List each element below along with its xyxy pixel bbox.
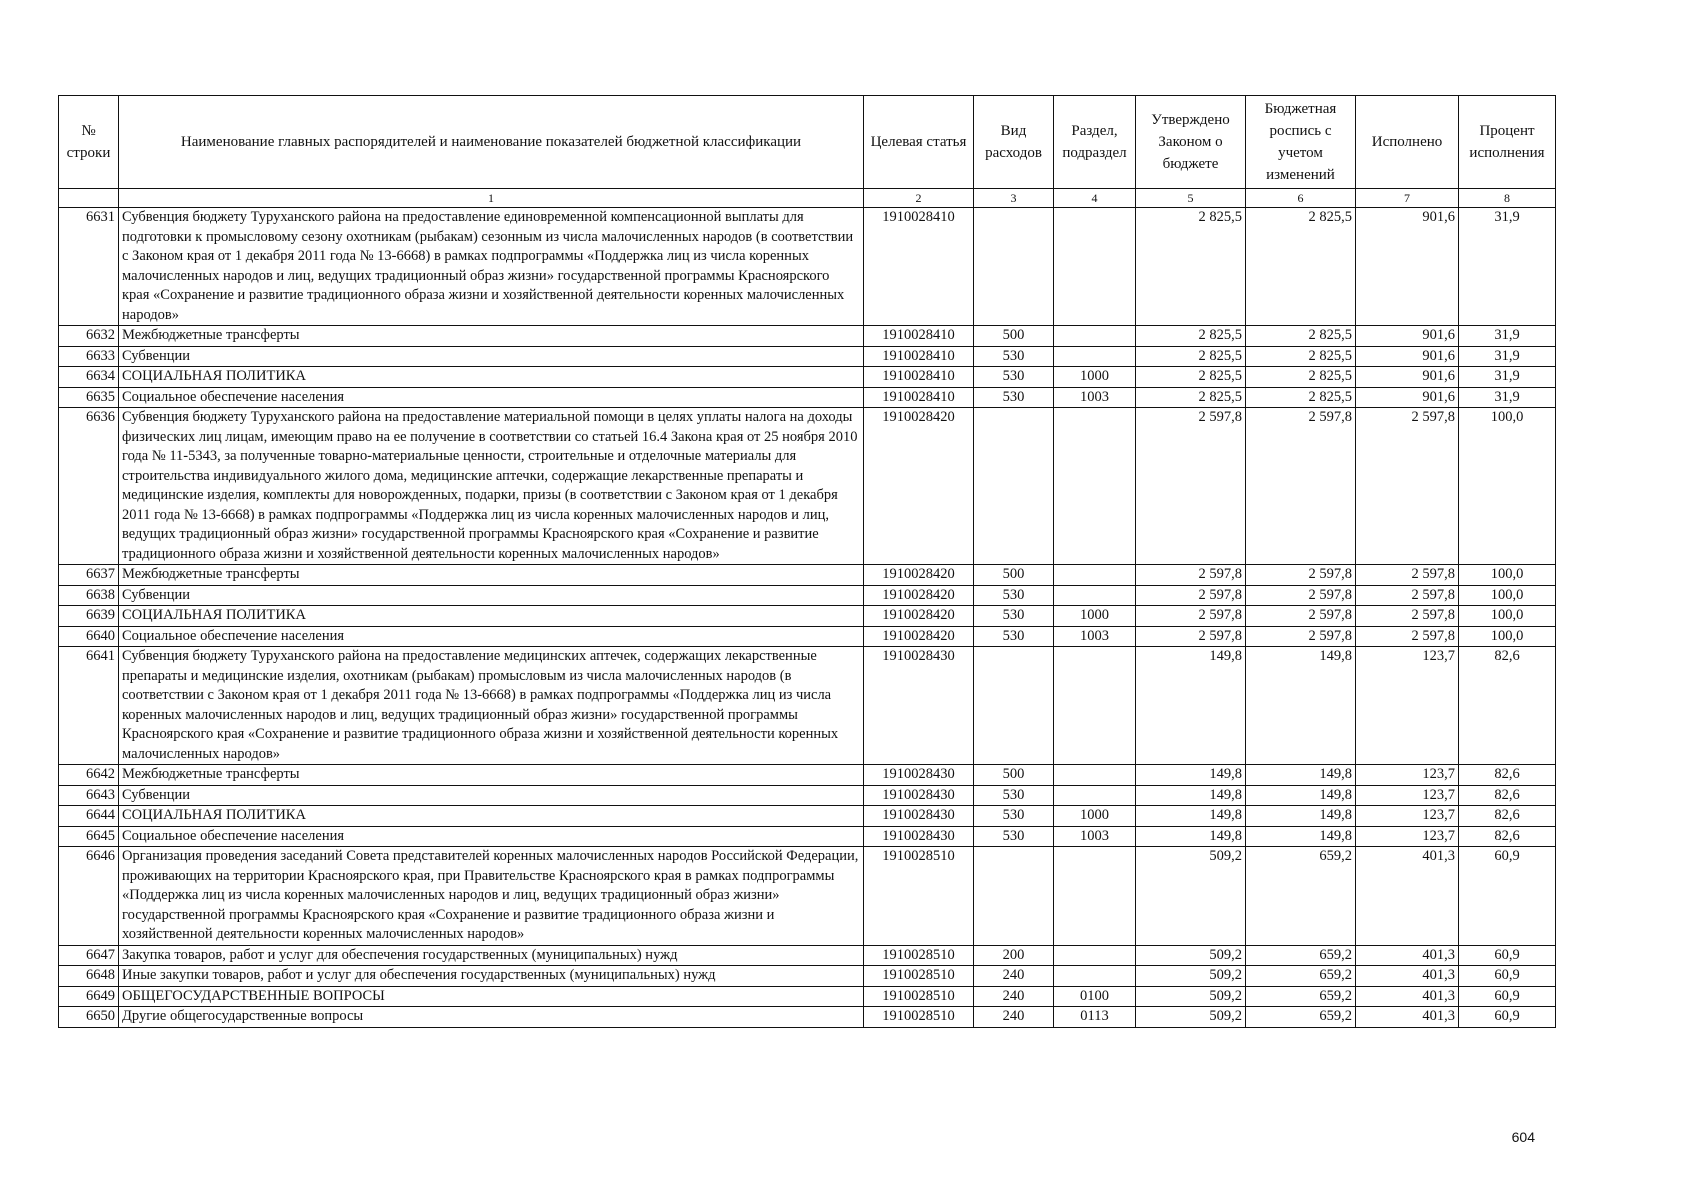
- row-section: 0113: [1054, 1007, 1136, 1028]
- row-budget: 2 825,5: [1246, 387, 1356, 408]
- row-executed: 401,3: [1356, 945, 1459, 966]
- row-approved: 509,2: [1136, 847, 1246, 946]
- row-name: Межбюджетные трансферты: [119, 326, 864, 347]
- row-approved: 2 825,5: [1136, 387, 1246, 408]
- row-target: 1910028410: [864, 387, 974, 408]
- row-name: Межбюджетные трансферты: [119, 765, 864, 786]
- row-name: Закупка товаров, работ и услуг для обеспечения государственных (муниципальных) нужд: [119, 945, 864, 966]
- row-approved: 149,8: [1136, 806, 1246, 827]
- row-name: Межбюджетные трансферты: [119, 565, 864, 586]
- row-approved: 2 825,5: [1136, 346, 1246, 367]
- row-target: 1910028430: [864, 785, 974, 806]
- row-percent: 82,6: [1459, 806, 1556, 827]
- header-approved: Утверждено Законом о бюджете: [1136, 96, 1246, 189]
- row-type: [974, 647, 1054, 765]
- row-number: 6643: [59, 785, 119, 806]
- row-section: [1054, 945, 1136, 966]
- row-percent: 100,0: [1459, 585, 1556, 606]
- row-number: 6633: [59, 346, 119, 367]
- row-budget: 2 825,5: [1246, 208, 1356, 326]
- table-row: [59, 367, 1556, 388]
- row-approved: 2 825,5: [1136, 367, 1246, 388]
- row-approved: 2 597,8: [1136, 626, 1246, 647]
- row-percent: 60,9: [1459, 945, 1556, 966]
- row-number: 6642: [59, 765, 119, 786]
- header-percent: Процент исполнения: [1459, 96, 1556, 189]
- row-executed: 2 597,8: [1356, 585, 1459, 606]
- row-percent: 82,6: [1459, 765, 1556, 786]
- row-type: 530: [974, 785, 1054, 806]
- row-name: Субвенция бюджету Туруханского района на предоставление медицинских аптечек, содержащих лекарственные препараты и медицинские изделия, охотникам (рыбакам) промысловым из числа малочисленных народов (в соответствии с Законом края от 1 декабря 2011 года № 13-6668) в рамках подпрограммы «Поддержка лиц из числа коренных малочисленных народов и лиц, ведущих традиционный образ жизни» государственной программы Красноярского края «Сохранение и развитие традиционного образа жизни и хозяйственной деятельности коренных малочисленных народов»: [119, 647, 864, 765]
- row-budget: 659,2: [1246, 1007, 1356, 1028]
- row-number: 6636: [59, 408, 119, 565]
- row-percent: 100,0: [1459, 408, 1556, 565]
- row-executed: 901,6: [1356, 367, 1459, 388]
- row-approved: 509,2: [1136, 945, 1246, 966]
- row-target: 1910028410: [864, 326, 974, 347]
- row-executed: 401,3: [1356, 1007, 1459, 1028]
- row-section: [1054, 785, 1136, 806]
- row-approved: 2 825,5: [1136, 208, 1246, 326]
- row-number: 6635: [59, 387, 119, 408]
- row-percent: 82,6: [1459, 826, 1556, 847]
- row-name: СОЦИАЛЬНАЯ ПОЛИТИКА: [119, 606, 864, 627]
- table-row: [59, 606, 1556, 627]
- row-number: 6644: [59, 806, 119, 827]
- row-section: [1054, 585, 1136, 606]
- table-row: [59, 966, 1556, 987]
- row-number: 6646: [59, 847, 119, 946]
- row-approved: 2 597,8: [1136, 565, 1246, 586]
- row-budget: 2 825,5: [1246, 326, 1356, 347]
- row-budget: 2 825,5: [1246, 346, 1356, 367]
- row-type: 530: [974, 387, 1054, 408]
- row-number: 6632: [59, 326, 119, 347]
- row-number: 6634: [59, 367, 119, 388]
- row-percent: 31,9: [1459, 367, 1556, 388]
- row-executed: 123,7: [1356, 826, 1459, 847]
- row-section: [1054, 208, 1136, 326]
- row-executed: 123,7: [1356, 765, 1459, 786]
- column-number: 2: [864, 189, 974, 208]
- column-number: 7: [1356, 189, 1459, 208]
- row-name: Социальное обеспечение населения: [119, 387, 864, 408]
- row-percent: 100,0: [1459, 626, 1556, 647]
- row-type: 530: [974, 626, 1054, 647]
- column-number: 4: [1054, 189, 1136, 208]
- column-number: [59, 189, 119, 208]
- header-budget: Бюджетная роспись с учетом изменений: [1246, 96, 1356, 189]
- row-number: 6637: [59, 565, 119, 586]
- row-section: [1054, 966, 1136, 987]
- row-number: 6638: [59, 585, 119, 606]
- header-name: Наименование главных распорядителей и наименование показателей бюджетной классификации: [119, 96, 864, 189]
- row-type: [974, 408, 1054, 565]
- page-number: 604: [1511, 1129, 1535, 1145]
- table-row: [59, 765, 1556, 786]
- row-section: [1054, 765, 1136, 786]
- table-row: [59, 806, 1556, 827]
- row-section: [1054, 565, 1136, 586]
- row-section: 1003: [1054, 626, 1136, 647]
- row-name: Организация проведения заседаний Совета представителей коренных малочисленных народов Российской Федерации, проживающих на территории Красноярского края, при Правительстве Красноярского края в рамках подпрограммы «Поддержка лиц из числа коренных малочисленных народов и лиц, ведущих традиционный образ жизни» государственной программы Красноярского края «Сохранение и развитие традиционного образа жизни и хозяйственной деятельности коренных малочисленных народов»: [119, 847, 864, 946]
- row-executed: 123,7: [1356, 806, 1459, 827]
- row-type: 500: [974, 565, 1054, 586]
- row-approved: 149,8: [1136, 765, 1246, 786]
- row-budget: 149,8: [1246, 806, 1356, 827]
- row-type: 530: [974, 367, 1054, 388]
- row-section: [1054, 346, 1136, 367]
- row-type: 530: [974, 585, 1054, 606]
- row-type: 240: [974, 966, 1054, 987]
- header-executed: Исполнено: [1356, 96, 1459, 189]
- row-number: 6641: [59, 647, 119, 765]
- row-executed: 2 597,8: [1356, 606, 1459, 627]
- row-budget: 2 597,8: [1246, 565, 1356, 586]
- row-target: 1910028420: [864, 626, 974, 647]
- row-number: 6639: [59, 606, 119, 627]
- row-number: 6650: [59, 1007, 119, 1028]
- row-number: 6631: [59, 208, 119, 326]
- table-row: [59, 826, 1556, 847]
- row-section: 0100: [1054, 986, 1136, 1007]
- row-target: 1910028420: [864, 565, 974, 586]
- row-name: Субвенция бюджету Туруханского района на предоставление единовременной компенсационной выплаты для подготовки к промысловому сезону охотникам (рыбакам) сезонным из числа малочисленных народов (в соответствии с Законом края от 1 декабря 2011 года № 13-6668) в рамках подпрограммы «Поддержка лиц из числа коренных малочисленных народов и лиц, ведущих традиционный образ жизни» государственной программы Красноярского края «Сохранение и развитие традиционного образа жизни и хозяйственной деятельности коренных малочисленных народов»: [119, 208, 864, 326]
- column-number: 6: [1246, 189, 1356, 208]
- row-executed: 401,3: [1356, 966, 1459, 987]
- table-row: [59, 408, 1556, 565]
- row-executed: 2 597,8: [1356, 408, 1459, 565]
- row-type: 530: [974, 806, 1054, 827]
- row-executed: 901,6: [1356, 326, 1459, 347]
- row-budget: 659,2: [1246, 966, 1356, 987]
- row-type: 500: [974, 326, 1054, 347]
- table-row: [59, 346, 1556, 367]
- row-budget: 2 825,5: [1246, 367, 1356, 388]
- row-budget: 149,8: [1246, 826, 1356, 847]
- row-percent: 60,9: [1459, 847, 1556, 946]
- column-number: 1: [119, 189, 864, 208]
- row-name: Субвенции: [119, 585, 864, 606]
- row-section: 1000: [1054, 806, 1136, 827]
- row-executed: 901,6: [1356, 208, 1459, 326]
- row-approved: 2 597,8: [1136, 606, 1246, 627]
- row-percent: 31,9: [1459, 346, 1556, 367]
- row-type: 530: [974, 346, 1054, 367]
- row-target: 1910028430: [864, 826, 974, 847]
- row-executed: 2 597,8: [1356, 626, 1459, 647]
- row-budget: 659,2: [1246, 986, 1356, 1007]
- row-percent: 100,0: [1459, 565, 1556, 586]
- row-name: ОБЩЕГОСУДАРСТВЕННЫЕ ВОПРОСЫ: [119, 986, 864, 1007]
- row-number: 6640: [59, 626, 119, 647]
- row-executed: 2 597,8: [1356, 565, 1459, 586]
- row-name: Иные закупки товаров, работ и услуг для обеспечения государственных (муниципальных) нужд: [119, 966, 864, 987]
- row-executed: 901,6: [1356, 387, 1459, 408]
- row-target: 1910028410: [864, 208, 974, 326]
- row-approved: 509,2: [1136, 966, 1246, 987]
- row-name: Социальное обеспечение населения: [119, 826, 864, 847]
- row-type: 530: [974, 606, 1054, 627]
- row-target: 1910028510: [864, 966, 974, 987]
- row-budget: 659,2: [1246, 847, 1356, 946]
- row-percent: 31,9: [1459, 326, 1556, 347]
- row-type: [974, 847, 1054, 946]
- row-number: 6647: [59, 945, 119, 966]
- row-section: 1000: [1054, 606, 1136, 627]
- row-executed: 401,3: [1356, 986, 1459, 1007]
- row-budget: 659,2: [1246, 945, 1356, 966]
- row-type: 200: [974, 945, 1054, 966]
- row-section: [1054, 326, 1136, 347]
- row-target: 1910028510: [864, 986, 974, 1007]
- row-percent: 31,9: [1459, 208, 1556, 326]
- row-target: 1910028430: [864, 765, 974, 786]
- row-target: 1910028430: [864, 806, 974, 827]
- table-row: [59, 785, 1556, 806]
- row-section: 1000: [1054, 367, 1136, 388]
- column-numbers-row: [59, 189, 1556, 208]
- row-percent: 82,6: [1459, 647, 1556, 765]
- table-row: [59, 945, 1556, 966]
- row-executed: 123,7: [1356, 785, 1459, 806]
- row-type: 500: [974, 765, 1054, 786]
- row-executed: 401,3: [1356, 847, 1459, 946]
- row-type: 530: [974, 826, 1054, 847]
- row-type: [974, 208, 1054, 326]
- row-budget: 149,8: [1246, 647, 1356, 765]
- header-row-number: № строки: [59, 96, 119, 189]
- row-target: 1910028510: [864, 1007, 974, 1028]
- row-section: 1003: [1054, 387, 1136, 408]
- row-number: 6645: [59, 826, 119, 847]
- row-target: 1910028510: [864, 945, 974, 966]
- row-name: СОЦИАЛЬНАЯ ПОЛИТИКА: [119, 367, 864, 388]
- row-percent: 100,0: [1459, 606, 1556, 627]
- row-target: 1910028430: [864, 647, 974, 765]
- row-section: [1054, 647, 1136, 765]
- table-row: [59, 626, 1556, 647]
- row-budget: 2 597,8: [1246, 585, 1356, 606]
- table-row: [59, 387, 1556, 408]
- row-target: 1910028510: [864, 847, 974, 946]
- table-row: [59, 847, 1556, 946]
- column-number: 3: [974, 189, 1054, 208]
- row-number: 6649: [59, 986, 119, 1007]
- budget-table: [58, 95, 1556, 1028]
- table-row: [59, 326, 1556, 347]
- table-body: [59, 208, 1556, 1028]
- header-target: Целевая статья: [864, 96, 974, 189]
- table-row: [59, 565, 1556, 586]
- table-row: [59, 585, 1556, 606]
- row-target: 1910028420: [864, 606, 974, 627]
- row-budget: 2 597,8: [1246, 606, 1356, 627]
- row-target: 1910028410: [864, 346, 974, 367]
- column-number: 5: [1136, 189, 1246, 208]
- row-approved: 509,2: [1136, 1007, 1246, 1028]
- row-number: 6648: [59, 966, 119, 987]
- row-approved: 149,8: [1136, 785, 1246, 806]
- row-target: 1910028410: [864, 367, 974, 388]
- row-section: [1054, 408, 1136, 565]
- row-percent: 60,9: [1459, 986, 1556, 1007]
- row-name: СОЦИАЛЬНАЯ ПОЛИТИКА: [119, 806, 864, 827]
- row-name: Субвенции: [119, 785, 864, 806]
- header-section: Раздел, подраздел: [1054, 96, 1136, 189]
- row-type: 240: [974, 1007, 1054, 1028]
- header-row: [59, 96, 1556, 189]
- row-name: Другие общегосударственные вопросы: [119, 1007, 864, 1028]
- row-approved: 149,8: [1136, 826, 1246, 847]
- row-approved: 2 825,5: [1136, 326, 1246, 347]
- row-budget: 2 597,8: [1246, 626, 1356, 647]
- row-name: Социальное обеспечение населения: [119, 626, 864, 647]
- row-percent: 82,6: [1459, 785, 1556, 806]
- row-percent: 60,9: [1459, 1007, 1556, 1028]
- row-budget: 149,8: [1246, 785, 1356, 806]
- table-row: [59, 647, 1556, 765]
- row-percent: 60,9: [1459, 966, 1556, 987]
- row-executed: 123,7: [1356, 647, 1459, 765]
- row-executed: 901,6: [1356, 346, 1459, 367]
- row-target: 1910028420: [864, 408, 974, 565]
- row-type: 240: [974, 986, 1054, 1007]
- row-section: [1054, 847, 1136, 946]
- row-approved: 509,2: [1136, 986, 1246, 1007]
- row-budget: 149,8: [1246, 765, 1356, 786]
- row-name: Субвенция бюджету Туруханского района на предоставление материальной помощи в целях уплаты налога на доходы физических лиц лицам, имеющим право на ее получение в соответствии со статьей 16.4 Закона края от 25 ноября 2010 года № 11-5343, за полученные товарно-материальные ценности, строительные и отделочные материалы для строительства индивидуального жилого дома, медицинские аптечки, содержащие лекарственные препараты и медицинские изделия, комплекты для новорожденных, подарки, призы (в соответствии с Законом края от 1 декабря 2011 года № 13-6668) в рамках подпрограммы «Поддержка лиц из числа коренных малочисленных народов и лиц, ведущих традиционный образ жизни» государственной программы Красноярского края «Сохранение и развитие традиционного образа жизни и хозяйственной деятельности коренных малочисленных народов»: [119, 408, 864, 565]
- row-budget: 2 597,8: [1246, 408, 1356, 565]
- table-row: [59, 986, 1556, 1007]
- column-number: 8: [1459, 189, 1556, 208]
- header-type: Вид расходов: [974, 96, 1054, 189]
- row-name: Субвенции: [119, 346, 864, 367]
- table-row: [59, 208, 1556, 326]
- row-target: 1910028420: [864, 585, 974, 606]
- row-approved: 2 597,8: [1136, 408, 1246, 565]
- row-approved: 2 597,8: [1136, 585, 1246, 606]
- row-percent: 31,9: [1459, 387, 1556, 408]
- row-approved: 149,8: [1136, 647, 1246, 765]
- table-row: [59, 1007, 1556, 1028]
- row-section: 1003: [1054, 826, 1136, 847]
